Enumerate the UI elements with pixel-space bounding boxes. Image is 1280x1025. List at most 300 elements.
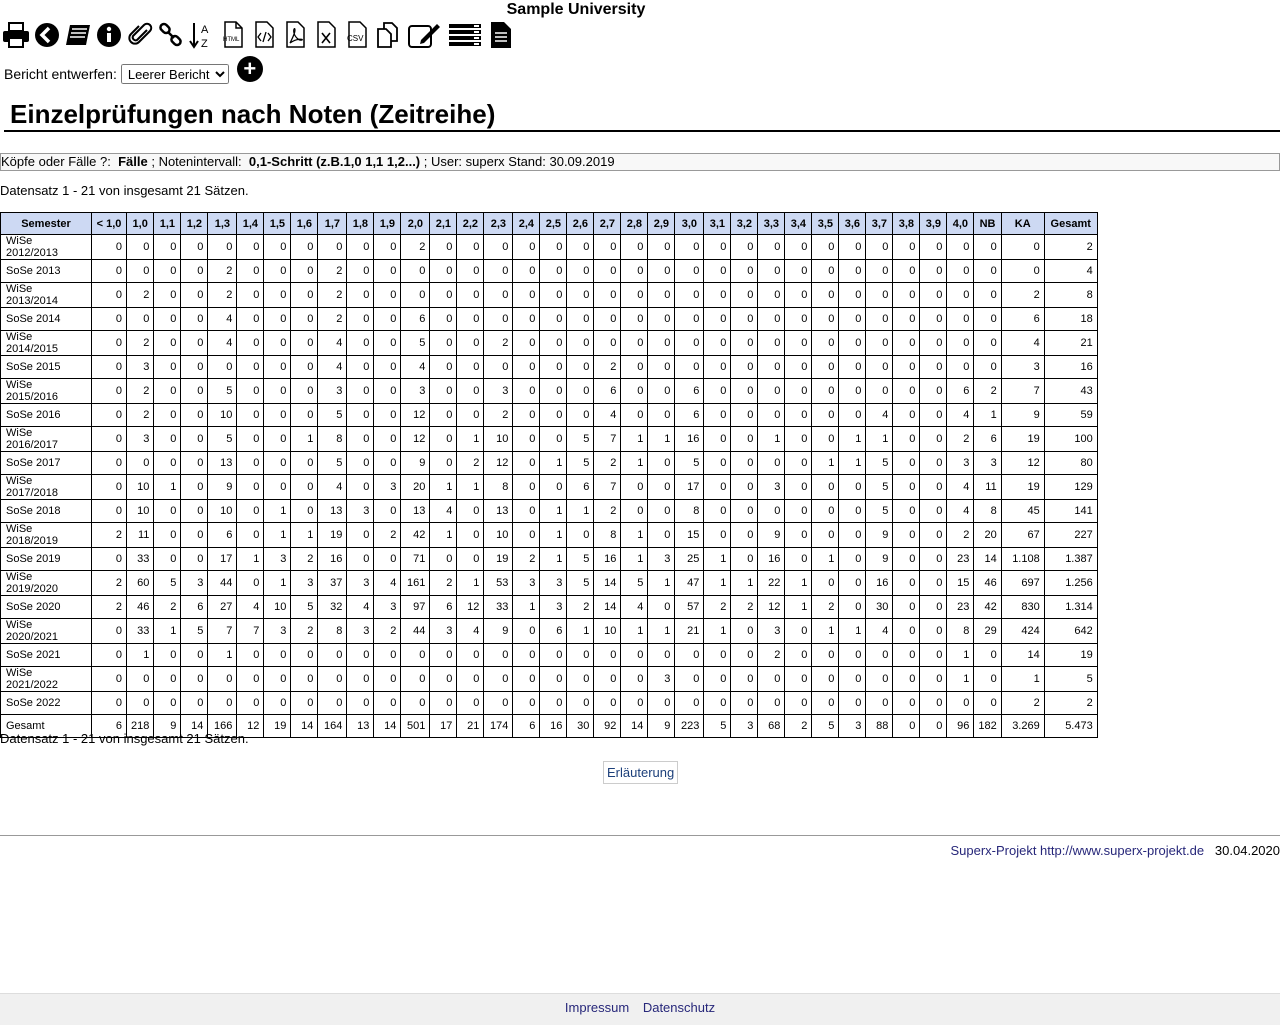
value-cell: 2	[318, 260, 347, 283]
report-label: Bericht entwerfen:	[4, 66, 117, 82]
value-cell: 96	[947, 715, 974, 738]
value-cell: 0	[785, 644, 812, 667]
value-cell: 1	[264, 571, 291, 596]
value-cell: 14	[181, 715, 208, 738]
value-cell: 14	[594, 571, 621, 596]
value-cell: 21	[1044, 331, 1097, 356]
value-cell: 0	[181, 379, 208, 404]
value-cell: 0	[237, 667, 264, 692]
value-cell: 0	[181, 260, 208, 283]
value-cell: 0	[513, 260, 540, 283]
toolbar	[2, 20, 518, 50]
value-cell: 3	[540, 596, 567, 619]
value-cell: 0	[457, 692, 484, 715]
value-cell: 0	[154, 235, 181, 260]
value-cell: 32	[318, 596, 347, 619]
value-cell: 0	[513, 331, 540, 356]
value-cell: 0	[374, 548, 401, 571]
value-cell: 13	[484, 500, 513, 523]
value-cell: 0	[154, 283, 181, 308]
value-cell: 0	[181, 283, 208, 308]
value-cell: 0	[374, 235, 401, 260]
value-cell: 0	[457, 356, 484, 379]
value-cell: 1	[621, 427, 648, 452]
value-cell: 1.108	[1001, 548, 1044, 571]
value-cell: 0	[181, 523, 208, 548]
csv-icon[interactable]	[343, 20, 371, 50]
value-cell: 0	[154, 308, 181, 331]
value-cell: 2	[318, 283, 347, 308]
value-cell: 4	[347, 596, 374, 619]
value-cell: 0	[92, 692, 127, 715]
value-cell: 0	[731, 308, 758, 331]
value-cell: 0	[785, 260, 812, 283]
value-cell: 0	[513, 308, 540, 331]
paperclip-icon[interactable]	[126, 20, 154, 50]
value-cell: 0	[154, 379, 181, 404]
superx-project-link[interactable]: Superx-Projekt http://www.superx-projekt.de	[950, 843, 1205, 858]
value-cell: 0	[839, 548, 866, 571]
value-cell: 0	[540, 379, 567, 404]
semester-cell: WiSe 2019/2020	[1, 571, 92, 596]
value-cell: 0	[621, 235, 648, 260]
value-cell: 4	[208, 331, 237, 356]
value-cell: 0	[974, 235, 1001, 260]
svg-text:CSV: CSV	[347, 34, 364, 43]
column-header: 3,2	[731, 213, 758, 235]
column-header: 3,5	[812, 213, 839, 235]
value-cell: 2	[374, 523, 401, 548]
value-cell: 0	[621, 692, 648, 715]
value-cell: 0	[181, 404, 208, 427]
document-icon[interactable]	[487, 20, 515, 50]
value-cell: 0	[1001, 235, 1044, 260]
value-cell: 0	[92, 308, 127, 331]
table-row	[1, 500, 1098, 523]
value-cell: 0	[181, 235, 208, 260]
value-cell: 2	[785, 715, 812, 738]
add-report-button[interactable]: +	[237, 56, 263, 82]
value-cell: 0	[264, 235, 291, 260]
value-cell: 0	[237, 235, 264, 260]
value-cell: 0	[785, 283, 812, 308]
value-cell: 4	[457, 619, 484, 644]
value-cell: 0	[839, 523, 866, 548]
value-cell: 0	[513, 523, 540, 548]
value-cell: 11	[974, 475, 1001, 500]
value-cell: 0	[208, 667, 237, 692]
value-cell: 0	[621, 356, 648, 379]
value-cell: 0	[237, 523, 264, 548]
value-cell: 0	[457, 500, 484, 523]
books-icon[interactable]	[64, 20, 92, 50]
value-cell: 0	[92, 452, 127, 475]
value-cell: 0	[457, 283, 484, 308]
value-cell: 0	[484, 667, 513, 692]
value-cell: 0	[154, 356, 181, 379]
record-count-bottom: Datensatz 1 - 21 von insgesamt 21 Sätzen.	[0, 731, 249, 746]
column-header: 2,1	[430, 213, 457, 235]
value-cell: 0	[513, 452, 540, 475]
table-row	[1, 571, 1098, 596]
value-cell: 0	[758, 235, 785, 260]
svg-text:Z: Z	[201, 38, 208, 49]
value-cell: 0	[264, 356, 291, 379]
value-cell: 25	[675, 548, 704, 571]
value-cell: 0	[513, 692, 540, 715]
value-cell: 5	[208, 379, 237, 404]
value-cell: 0	[920, 667, 947, 692]
value-cell: 0	[920, 596, 947, 619]
value-cell: 1	[457, 571, 484, 596]
table-row	[1, 331, 1098, 356]
value-cell: 0	[127, 452, 154, 475]
copy-icon[interactable]	[374, 20, 402, 50]
value-cell: 0	[92, 235, 127, 260]
value-cell: 0	[920, 260, 947, 283]
value-cell: 1	[540, 548, 567, 571]
value-cell: 8	[675, 500, 704, 523]
erlaeuterung-button[interactable]: Erläuterung	[603, 761, 678, 784]
value-cell: 1.314	[1044, 596, 1097, 619]
value-cell: 0	[920, 308, 947, 331]
value-cell: 0	[457, 548, 484, 571]
value-cell: 0	[484, 356, 513, 379]
value-cell: 0	[893, 715, 920, 738]
value-cell: 0	[347, 235, 374, 260]
edit-icon[interactable]	[405, 20, 443, 50]
value-cell: 3	[758, 475, 785, 500]
value-cell: 0	[920, 427, 947, 452]
value-cell: 0	[704, 427, 731, 452]
value-cell: 0	[430, 427, 457, 452]
column-header: 1,5	[264, 213, 291, 235]
value-cell: 3	[374, 596, 401, 619]
impressum-link[interactable]: Impressum	[564, 1000, 630, 1015]
value-cell: 0	[401, 283, 430, 308]
value-cell: 0	[758, 356, 785, 379]
value-cell: 0	[621, 331, 648, 356]
value-cell: 10	[594, 619, 621, 644]
value-cell: 1	[264, 523, 291, 548]
value-cell: 0	[893, 379, 920, 404]
value-cell: 0	[758, 692, 785, 715]
value-cell: 0	[704, 523, 731, 548]
column-header: 1,3	[208, 213, 237, 235]
value-cell: 0	[237, 308, 264, 331]
value-cell: 0	[758, 331, 785, 356]
column-header: 1,1	[154, 213, 181, 235]
value-cell: 3	[839, 715, 866, 738]
column-header: 2,0	[401, 213, 430, 235]
value-cell: 0	[457, 235, 484, 260]
value-cell: 2	[92, 523, 127, 548]
value-cell: 4	[318, 475, 347, 500]
value-cell: 0	[291, 379, 318, 404]
excel-icon[interactable]	[312, 20, 340, 50]
value-cell: 0	[893, 427, 920, 452]
value-cell: 0	[264, 331, 291, 356]
value-cell: 0	[893, 571, 920, 596]
value-cell: 1	[648, 571, 675, 596]
value-cell: 2	[594, 356, 621, 379]
value-cell: 1	[540, 452, 567, 475]
value-cell: 0	[540, 667, 567, 692]
value-cell: 0	[154, 452, 181, 475]
value-cell: 0	[920, 523, 947, 548]
value-cell: 0	[1001, 260, 1044, 283]
value-cell: 0	[457, 667, 484, 692]
value-cell: 67	[1001, 523, 1044, 548]
value-cell: 18	[1044, 308, 1097, 331]
value-cell: 0	[430, 452, 457, 475]
value-cell: 0	[731, 475, 758, 500]
pdf-icon[interactable]	[281, 20, 309, 50]
value-cell: 8	[318, 619, 347, 644]
value-cell: 2	[92, 571, 127, 596]
value-cell: 0	[785, 356, 812, 379]
value-cell: 10	[208, 404, 237, 427]
value-cell: 0	[457, 379, 484, 404]
value-cell: 2	[457, 452, 484, 475]
value-cell: 10	[208, 500, 237, 523]
semester-cell: WiSe 2013/2014	[1, 283, 92, 308]
value-cell: 1	[154, 475, 181, 500]
value-cell: 182	[974, 715, 1001, 738]
value-cell: 0	[92, 404, 127, 427]
value-cell: 88	[866, 715, 893, 738]
value-cell: 0	[430, 356, 457, 379]
value-cell: 0	[731, 331, 758, 356]
value-cell: 0	[648, 283, 675, 308]
value-cell: 0	[430, 379, 457, 404]
value-cell: 2	[758, 644, 785, 667]
value-cell: 2	[127, 283, 154, 308]
value-cell: 0	[127, 692, 154, 715]
value-cell: 4	[947, 475, 974, 500]
value-cell: 0	[347, 692, 374, 715]
value-cell: 0	[839, 596, 866, 619]
value-cell: 223	[675, 715, 704, 738]
semester-cell: WiSe 2014/2015	[1, 331, 92, 356]
semester-cell: SoSe 2017	[1, 452, 92, 475]
value-cell: 0	[430, 548, 457, 571]
value-cell: 1	[513, 596, 540, 619]
column-header: Gesamt	[1044, 213, 1097, 235]
info-icon[interactable]	[95, 20, 123, 50]
value-cell: 13	[347, 715, 374, 738]
value-cell: 21	[457, 715, 484, 738]
value-cell: 0	[540, 260, 567, 283]
value-cell: 14	[621, 715, 648, 738]
value-cell: 0	[704, 235, 731, 260]
value-cell: 0	[264, 404, 291, 427]
value-cell: 12	[457, 596, 484, 619]
value-cell: 0	[839, 500, 866, 523]
value-cell: 14	[594, 596, 621, 619]
value-cell: 3	[430, 619, 457, 644]
value-cell: 0	[374, 308, 401, 331]
value-cell: 16	[1044, 356, 1097, 379]
table-row	[1, 356, 1098, 379]
value-cell: 12	[401, 404, 430, 427]
value-cell: 0	[785, 404, 812, 427]
value-cell: 0	[785, 548, 812, 571]
value-cell: 0	[947, 692, 974, 715]
value-cell: 0	[347, 548, 374, 571]
report-select[interactable]	[121, 64, 229, 84]
value-cell: 0	[127, 260, 154, 283]
value-cell: 16	[866, 571, 893, 596]
value-cell: 3	[401, 379, 430, 404]
datenschutz-link[interactable]: Datenschutz	[642, 1000, 716, 1015]
value-cell: 0	[758, 379, 785, 404]
value-cell: 0	[648, 692, 675, 715]
value-cell: 47	[675, 571, 704, 596]
value-cell: 10	[484, 523, 513, 548]
value-cell: 1	[812, 548, 839, 571]
column-header: 3,4	[785, 213, 812, 235]
value-cell: 0	[567, 283, 594, 308]
value-cell: 16	[758, 548, 785, 571]
value-cell: 0	[785, 475, 812, 500]
value-cell: 0	[154, 548, 181, 571]
value-cell: 30	[567, 715, 594, 738]
value-cell: 0	[237, 260, 264, 283]
value-cell: 3	[974, 452, 1001, 475]
value-cell: 0	[621, 308, 648, 331]
value-cell: 3	[374, 475, 401, 500]
value-cell: 4	[947, 404, 974, 427]
value-cell: 0	[704, 331, 731, 356]
value-cell: 1	[237, 548, 264, 571]
back-icon[interactable]	[33, 20, 61, 50]
value-cell: 0	[866, 283, 893, 308]
value-cell: 0	[264, 452, 291, 475]
value-cell: 0	[347, 427, 374, 452]
value-cell: 0	[648, 331, 675, 356]
value-cell: 0	[264, 644, 291, 667]
value-cell: 0	[92, 356, 127, 379]
value-cell: 0	[893, 548, 920, 571]
code-icon[interactable]	[250, 20, 278, 50]
value-cell: 0	[648, 356, 675, 379]
value-cell: 0	[484, 692, 513, 715]
value-cell: 0	[513, 283, 540, 308]
value-cell: 5	[154, 571, 181, 596]
value-cell: 0	[181, 692, 208, 715]
value-cell: 30	[866, 596, 893, 619]
value-cell: 0	[893, 523, 920, 548]
value-cell: 44	[208, 571, 237, 596]
value-cell: 0	[920, 356, 947, 379]
value-cell: 19	[484, 548, 513, 571]
value-cell: 0	[893, 475, 920, 500]
value-cell: 5	[291, 596, 318, 619]
value-cell: 0	[264, 308, 291, 331]
value-cell: 2	[1044, 235, 1097, 260]
value-cell: 0	[237, 500, 264, 523]
value-cell: 10	[264, 596, 291, 619]
value-cell: 0	[181, 548, 208, 571]
value-cell: 0	[237, 475, 264, 500]
value-cell: 16	[540, 715, 567, 738]
value-cell: 2	[947, 427, 974, 452]
value-cell: 0	[893, 260, 920, 283]
value-cell: 164	[318, 715, 347, 738]
value-cell: 0	[181, 452, 208, 475]
value-cell: 5	[208, 427, 237, 452]
value-cell: 1	[430, 523, 457, 548]
value-cell: 2	[291, 548, 318, 571]
divider	[0, 835, 1280, 836]
value-cell: 1	[127, 644, 154, 667]
value-cell: 0	[237, 331, 264, 356]
value-cell: 0	[920, 619, 947, 644]
value-cell: 14	[974, 548, 1001, 571]
value-cell: 0	[704, 260, 731, 283]
value-cell: 0	[374, 500, 401, 523]
semester-cell: SoSe 2020	[1, 596, 92, 619]
value-cell: 141	[1044, 500, 1097, 523]
table-row	[1, 235, 1098, 260]
value-cell: 0	[785, 379, 812, 404]
value-cell: 0	[513, 619, 540, 644]
value-cell: 0	[237, 452, 264, 475]
value-cell: 0	[181, 667, 208, 692]
value-cell: 19	[1044, 644, 1097, 667]
value-cell: 0	[648, 475, 675, 500]
value-cell: 45	[1001, 500, 1044, 523]
table-row	[1, 283, 1098, 308]
value-cell: 0	[513, 644, 540, 667]
value-cell: 0	[893, 644, 920, 667]
value-cell: 42	[401, 523, 430, 548]
footer-date: 30.04.2020	[1214, 843, 1280, 858]
value-cell: 0	[920, 644, 947, 667]
value-cell: 9	[1001, 404, 1044, 427]
value-cell: 0	[594, 308, 621, 331]
link-icon[interactable]	[157, 20, 185, 50]
value-cell: 0	[812, 331, 839, 356]
value-cell: 3	[181, 571, 208, 596]
list-icon[interactable]	[446, 20, 484, 50]
semester-cell: SoSe 2013	[1, 260, 92, 283]
value-cell: 6	[401, 308, 430, 331]
value-cell: 0	[291, 283, 318, 308]
value-cell: 0	[648, 235, 675, 260]
column-header: 2,7	[594, 213, 621, 235]
print-icon[interactable]	[2, 20, 30, 50]
svg-text:HTML: HTML	[223, 37, 240, 43]
value-cell: 33	[484, 596, 513, 619]
value-cell: 2	[401, 235, 430, 260]
sort-az-icon[interactable]	[188, 20, 216, 50]
value-cell: 1	[430, 475, 457, 500]
filter-label-2: ; Notenintervall:	[151, 154, 242, 169]
value-cell: 0	[92, 475, 127, 500]
value-cell: 1	[291, 427, 318, 452]
value-cell: 0	[812, 523, 839, 548]
value-cell: 0	[484, 235, 513, 260]
value-cell: 9	[866, 548, 893, 571]
column-header: 2,9	[648, 213, 675, 235]
value-cell: 3	[1001, 356, 1044, 379]
value-cell: 0	[731, 260, 758, 283]
value-cell: 2	[974, 379, 1001, 404]
value-cell: 2	[1001, 283, 1044, 308]
html-icon[interactable]	[219, 20, 247, 50]
